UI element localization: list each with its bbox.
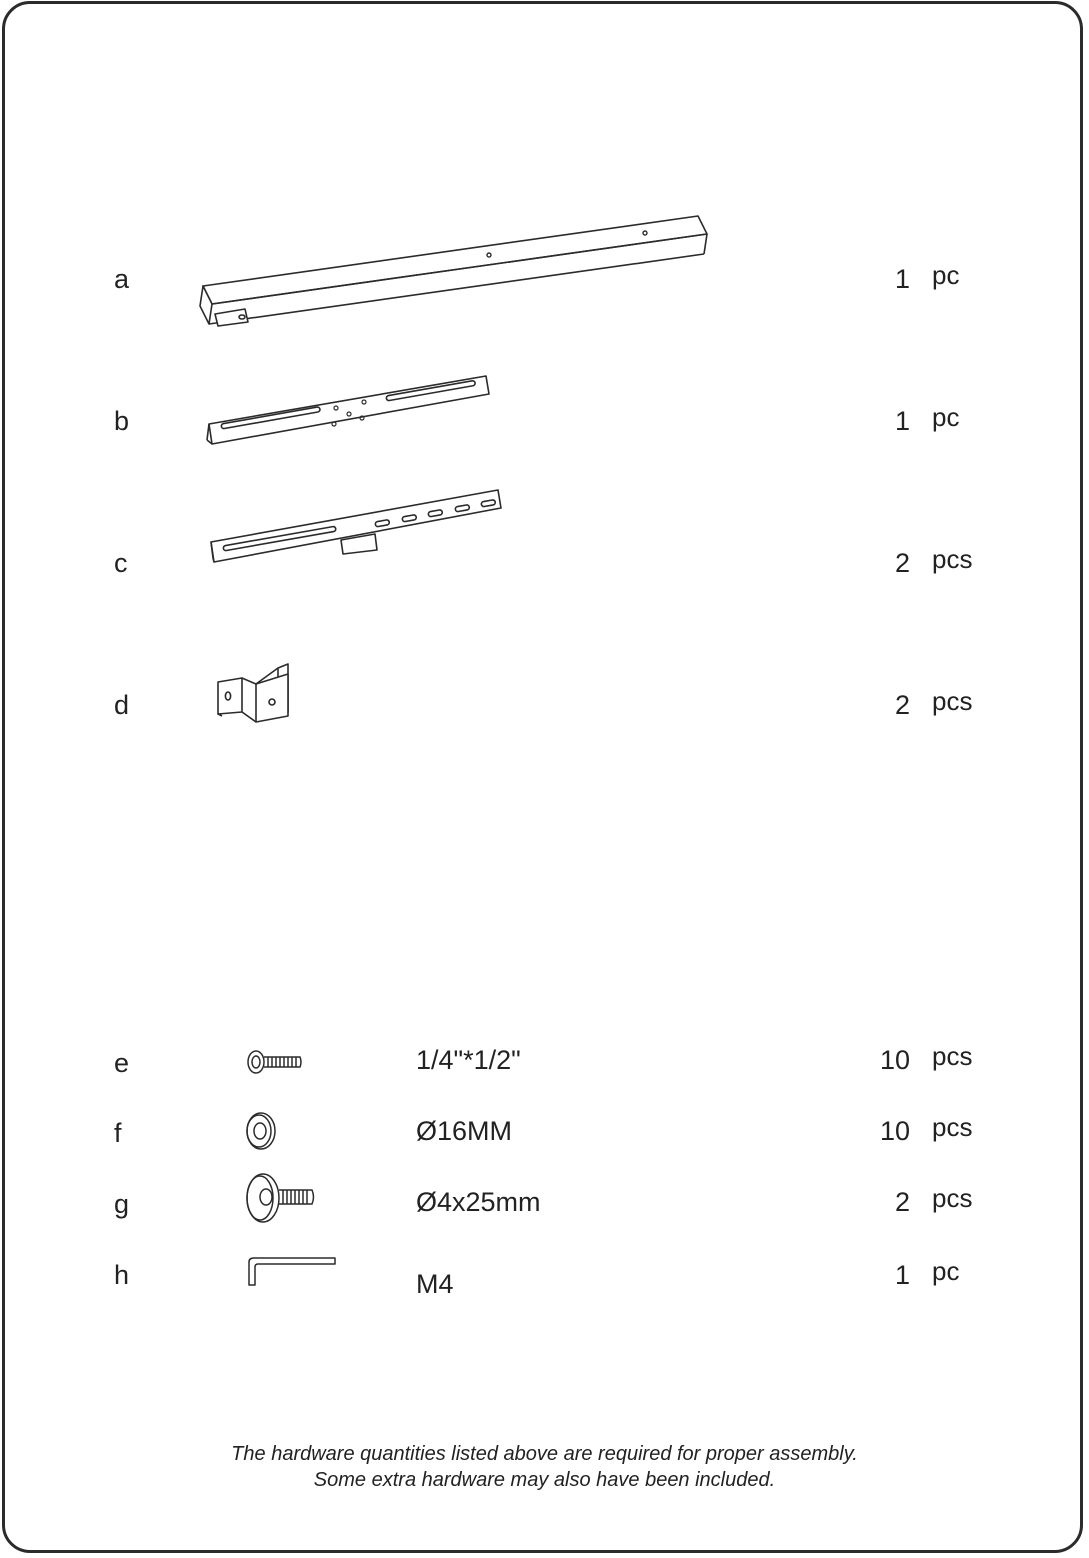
- hardware-e-spec: 1/4"*1/2": [416, 1045, 521, 1075]
- part-c-letter: c: [114, 548, 128, 578]
- hardware-h-qty: 1: [894, 1260, 910, 1290]
- part-a-letter: a: [114, 264, 130, 294]
- part-a-tube-illustration: [195, 210, 715, 330]
- hardware-e-unit: pcs: [932, 1041, 973, 1071]
- part-b-letter: b: [114, 406, 130, 436]
- part-c-bracket-illustration: [205, 484, 505, 574]
- part-a-unit: pc: [932, 260, 960, 290]
- footer-note-line-1: The hardware quantities listed above are required for proper assembly.: [231, 1443, 858, 1465]
- hardware-f-unit: pcs: [932, 1112, 973, 1142]
- hardware-g-screw-icon: [244, 1170, 320, 1226]
- hardware-e-qty: 10: [879, 1045, 910, 1075]
- footer-note-line-2: Some extra hardware may also have been included.: [313, 1469, 776, 1491]
- part-c-qty: 2: [894, 548, 910, 578]
- part-d-qty: 2: [894, 690, 910, 720]
- hardware-e-bolt-icon: [244, 1048, 306, 1076]
- hardware-f-washer-icon: [244, 1111, 280, 1151]
- hardware-g-letter: g: [114, 1189, 130, 1219]
- hardware-f-spec: Ø16MM: [416, 1116, 513, 1146]
- hardware-g-unit: pcs: [932, 1183, 973, 1213]
- hardware-h-hex-key-icon: [244, 1254, 340, 1288]
- hardware-g-qty: 2: [894, 1187, 910, 1217]
- hardware-h-unit: pc: [932, 1256, 960, 1286]
- part-c-unit: pcs: [932, 544, 973, 574]
- part-d-letter: d: [114, 690, 130, 720]
- part-b-unit: pc: [932, 402, 960, 432]
- part-b-qty: 1: [894, 406, 910, 436]
- part-d-unit: pcs: [932, 686, 973, 716]
- part-a-qty: 1: [894, 264, 910, 294]
- part-b-bracket-illustration: [203, 366, 495, 456]
- hardware-f-qty: 10: [879, 1116, 910, 1146]
- hardware-e-letter: e: [114, 1048, 130, 1078]
- part-d-u-clip-illustration: [212, 660, 298, 726]
- hardware-h-letter: h: [114, 1260, 130, 1290]
- hardware-g-spec: Ø4x25mm: [416, 1187, 541, 1217]
- hardware-f-letter: f: [114, 1118, 122, 1148]
- hardware-h-spec: M4: [416, 1269, 454, 1299]
